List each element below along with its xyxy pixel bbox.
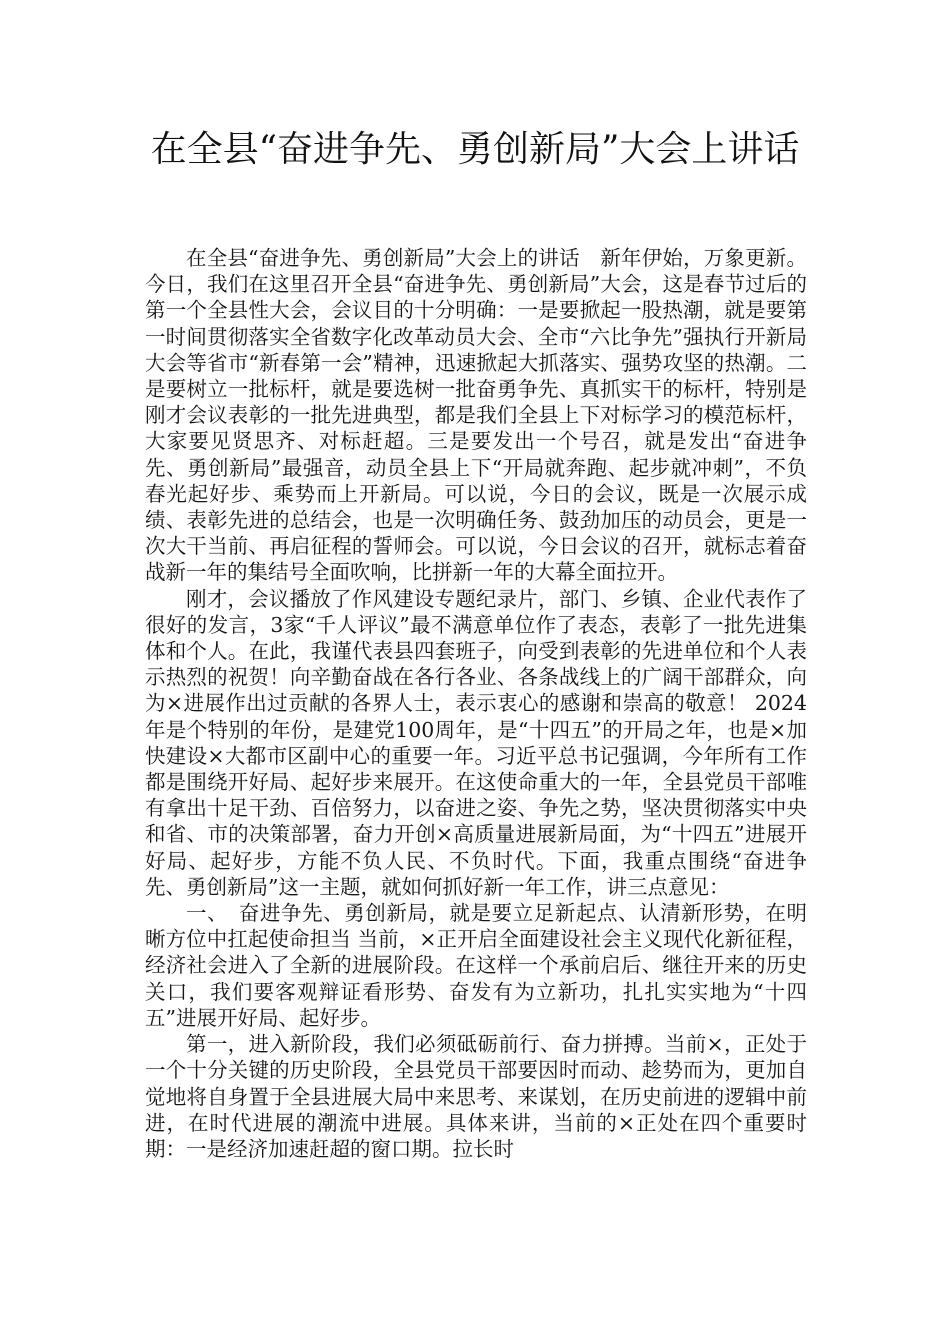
document-body	[145, 245, 807, 1162]
paragraph: 第一，进入新阶段，我们必须砥砺前行、奋力拼搏。当前×，正处于一个十分关键的历史阶段，全县党员干部要因时而动、趁势而为，更加自觉地将自身置于全县进展大局中来思考、来谋划，在历史前进的逻辑中前进，在时代进展的潮流中进展。具体来讲，当前的×正处在四个重要时期：一是经济加速赶超的窗口期。拉长时	[145, 1032, 807, 1161]
paragraph: 刚才，会议播放了作风建设专题纪录片，部门、乡镇、企业代表作了很好的发言，3家“千人评议”最不满意单位作了表态，表彰了一批先进集体和个人。在此，我谨代表县四套班子，向受到表彰的先进单位和个人表示热烈的祝贺！向辛勤奋战在各行各业、各条战线上的广阔干部群众，向为×进展作出过贡献的各界人士，表示衷心的感谢和崇高的敬意！ 2024年是个特别的年份，是建党100周年，是“十四五”的开局之年，也是×加快建设×大都市区副中心的重要一年。习近平总书记强调，今年所有工作都是围绕开好局、起好步来展开。在这使命重大的一年，全县党员干部唯有拿出十足干劲、百倍努力，以奋进之姿、争先之势，坚决贯彻落实中央和省、市的决策部署，奋力开创×高质量进展新局面，为“十四五”进展开好局、起好步，方能不负人民、不负时代。下面，我重点围绕“奋进争先、勇创新局”这一主题，就如何抓好新一年工作，讲三点意见：	[145, 586, 807, 899]
paragraph: 在全县“奋进争先、勇创新局”大会上的讲话 新年伊始，万象更新。今日，我们在这里召开全县“奋进争先、勇创新局”大会，这是春节过后的第一个全县性大会，会议目的十分明确：一是要掀起一股热潮，就是要第一时间贯彻落实全省数字化改革动员大会、全市“六比争先”强执行开新局大会等省市“新春第一会”精神，迅速掀起大抓落实、强势攻坚的热潮。二是要树立一批标杆，就是要选树一批奋勇争先、真抓实干的标杆，特别是刚才会议表彰的一批先进典型，都是我们全县上下对标学习的模范标杆，大家要见贤思齐、对标赶超。三是要发出一个号召，就是发出“奋进争先、勇创新局”最强音，动员全县上下“开局就奔跑、起步就冲刺”，不负春光起好步、乘势而上开新局。可以说，今日的会议，既是一次展示成绩、表彰先进的总结会，也是一次明确任务、鼓劲加压的动员会，更是一次大干当前、再启征程的誓师会。可以说，今日会议的召开，就标志着奋战新一年的集结号全面吹响，比拼新一年的大幕全面拉开。	[145, 246, 807, 585]
document-title: 在全县“奋进争先、勇创新局”大会上讲话	[150, 129, 800, 170]
paragraph: 一、 奋进争先、勇创新局，就是要立足新起点、认清新形势，在明晰方位中扛起使命担当 当前，×正开启全面建设社会主义现代化新征程，经济社会进入了全新的进展阶段。在这样一个承前启后、继往开来的历史关口，我们要客观辩证看形势、奋发有为立新功，扎扎实实地为“十四五”进展开好局、起好步。	[145, 901, 807, 1030]
